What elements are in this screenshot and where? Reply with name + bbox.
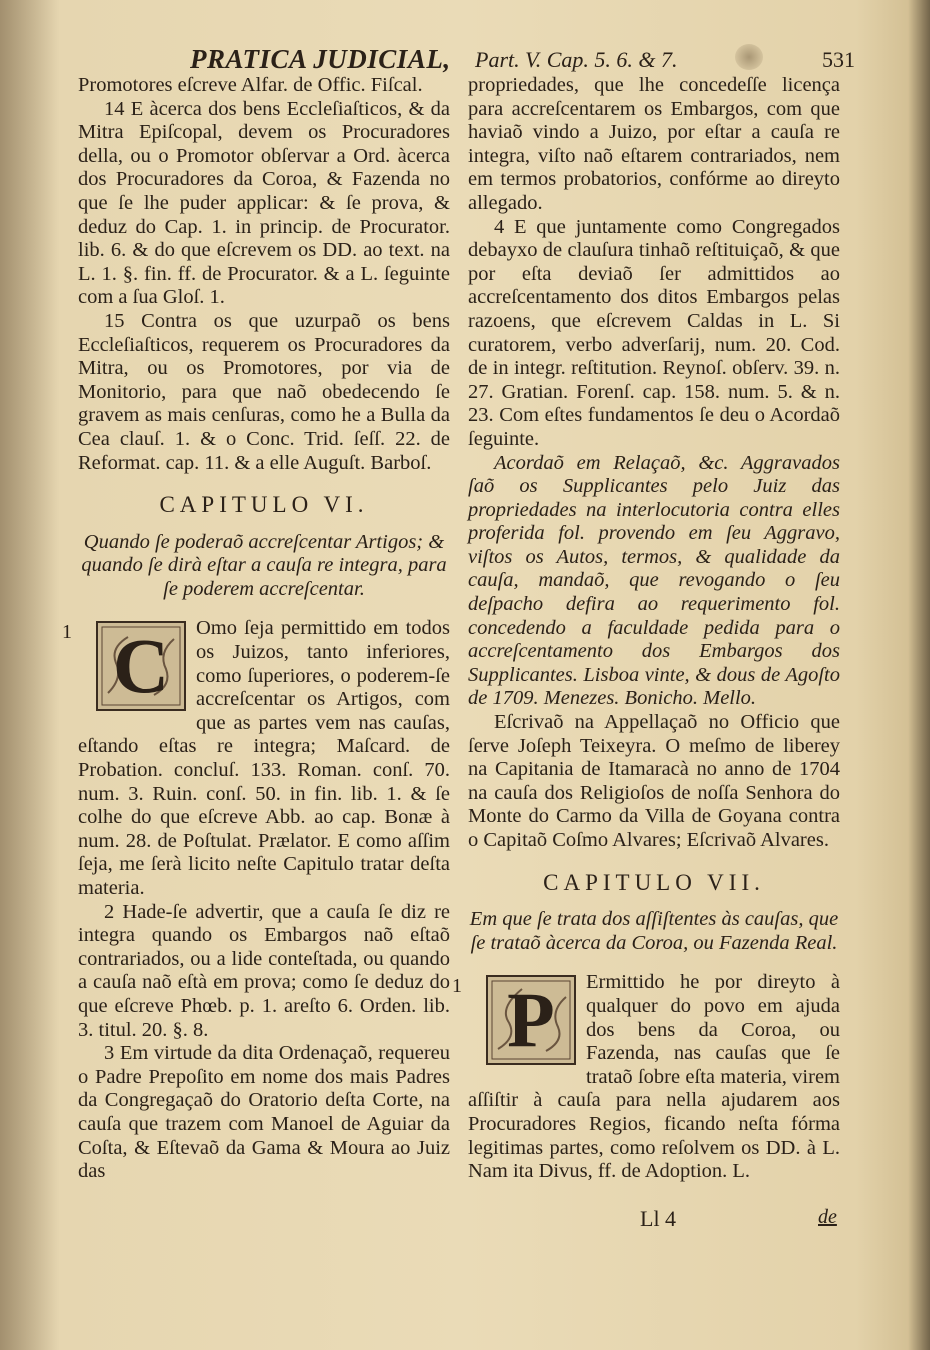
catchword: de — [818, 1206, 837, 1228]
chapter-vii-subtitle: Em que ſe trata dos aſſiſtentes às cauſas, que ſe trataõ àcerca da Coroa, ou Fazenda Real. — [469, 908, 839, 954]
chapter-vi-heading: CAPITULO VI. — [159, 492, 369, 518]
escrivao-text: Eſcrivaõ na Appellaçaõ no Officio que ſerve Joſeph Teixeyra. O meſmo de liberey na Capitania de Itamaracà no anno de 1704 na cauſa dos Religioſos de noſſa Senhora do Monte do Carmo da Villa de Goyana contra o Capitaõ Coſmo Alvares; Eſcrivaõ Alvares. — [468, 711, 840, 851]
paragraph-1-chapter-vii: Ermittido he por direyto à qualquer do povo em ajuda dos bens da Coroa, ou Fazenda, nas cauſas que ſe trataõ ſobre eſta materia, virem aſſiſtir à cauſa para nella ajudarem aos Procuradores Regios, ficando neſta fórma legitimas partes, como reſolvem os DD. à L. Nam ita Divus, ff. de Adoption. L. — [468, 971, 840, 1183]
paragraph-promotores: Promotores eſcreve Alfar. de Offic. Fiſcal. — [78, 74, 423, 96]
initial-letter: C — [112, 622, 170, 710]
paragraph-3-chapter-vi: 3 Em virtude da dita Ordenaçaõ, requereu o Padre Prepoſito em nome dos mais Padres da Congregaçaõ do Oratorio deſta Corte, na cauſa que trazem com Manoel de Aguiar da Coſta, & Eſtevaõ da Gama & Moura ao Juiz das — [78, 1042, 450, 1183]
chapter-vii-heading: CAPITULO VII. — [543, 869, 765, 895]
right-column — [452, 74, 840, 1184]
paragraph-number: 1 — [452, 975, 462, 998]
left-column — [62, 74, 450, 1184]
paragraph-4: 4 E que juntamente como Congregados debayxo de clauſura tinhaõ reſtituiçaõ, & que por eſta deviaõ ſer admittidos ao accreſcentamento dos ditos Embargos pelas razoens, que eſcrevem Caldas in L. Si curatorem, verbo adverſarij, num. 20. Cod. de in integr. reſtitution. Reynoſ. obſerv. 39. n. 27. Gratian. Forenſ. cap. 158. num. 5. & n. 23. Com eſtes fundamentos ſe deu o Acordaõ ſeguinte. — [468, 215, 840, 450]
paragraph-number: 1 — [62, 621, 72, 644]
paragraph-2-chapter-vi: 2 Hade-ſe advertir, que a cauſa ſe diz re integra quando os Embargos naõ eſtaõ contrariados, ou a lide conteſtada, ou quando a cauſa naõ eſtà em prova; como ſe deduz do que eſcreve Phœb. p. 1. areſto 6. Orden. lib. 3. titul. 20. §. 8. — [78, 900, 450, 1041]
ornamental-initial-p — [486, 975, 576, 1065]
running-title: PRATICA JUDICIAL, — [190, 44, 451, 74]
page-edge-shadow — [908, 0, 930, 1350]
chapter-vi-first-paragraph — [62, 617, 450, 900]
spine-shadow — [0, 0, 60, 1350]
ornamental-initial-c — [96, 621, 186, 711]
running-header — [190, 44, 855, 78]
paragraph-1-chapter-vi: Omo ſeja permittido em todos os Juizos, tanto inferiores, como ſuperiores, o poderem-ſe accreſcentar os Artigos, com que as partes vem nas cauſas, eſtando eſtas re integra; Maſcard. de Probation. concluſ. 133. Roman. conſ. 70. num. 3. Ruin. conſ. 50. in fin. lib. 1. & ſe colhe do que eſcreve Abb. ao cap. Bonæ à num. 28. de Poſtulat. Prælator. E como aſſim ſeja, me ſerà licito neſte Capitulo tratar deſta materia. — [78, 617, 450, 899]
running-part-reference: Part. V. Cap. 5. 6. & 7. — [475, 47, 678, 72]
chapter-vi-subtitle: Quando ſe poderaõ accreſcentar Artigos; & quando ſe dirà eſtar a cauſa re integra, para ſe poderem accreſcentar. — [81, 530, 447, 600]
signature-mark: Ll 4 — [640, 1206, 677, 1231]
paragraph-propriedades: propriedades, que lhe concedeſſe licença para accreſcentarem os Embargos, com que haviaõ vindo a Juizo, por eſtar a cauſa re integra, viſto naõ eſtarem contrariados, nem em termos probatorios, confórme ao direyto allegado. — [468, 74, 840, 214]
acordao-text: Acordaõ em Relaçaõ, &c. Aggravados ſaõ os Supplicantes pelo Juiz das propriedades na interlocutoria contra elles proferida fol. provendo em ſeu Aggravo, viſtos os Autos, termos, & qualidade da cauſa, mandaõ, que revogando o ſeu deſpacho defira ao requerimento fol. concedendo a faculdade pedida para o accreſcentamento dos Embargos dos Supplicantes. Lisboa vinte, & dous de Agoſto de 1709. Menezes. Bonicho. Mello. — [468, 451, 840, 710]
initial-letter: P — [507, 976, 555, 1064]
page-number: 531 — [822, 47, 855, 72]
paragraph-15: 15 Contra os que uzurpaõ os bens Eccleſiaſticos, requerem os Procuradores da Mitra, ou os Promotores, por via de Monitorio, para que naõ obedecendo ſe gravem as mais cenſuras, como he a Bulla da Cea clauſ. 1. & o Conc. Trid. ſeſſ. 22. de Reformat. cap. 11. & a elle Auguſt. Barboſ. — [78, 309, 450, 474]
paragraph-14: 14 E àcerca dos bens Eccleſiaſticos, & da Mitra Epiſcopal, devem os Procuradores della, ou o Promotor obſervar a Ord. àcerca dos Procuradores da Coroa, & Fazenda no que ſe lhe puder applicar: & ſe prova, & deduz do Cap. 1. in princip. de Procurator. lib. 6. & do que eſcrevem os DD. ao text. na L. 1. §. fin. ff. de Procurator. & a L. ſeguinte com a ſua Gloſ. 1. — [78, 97, 450, 309]
chapter-vii-first-paragraph — [452, 971, 840, 1183]
